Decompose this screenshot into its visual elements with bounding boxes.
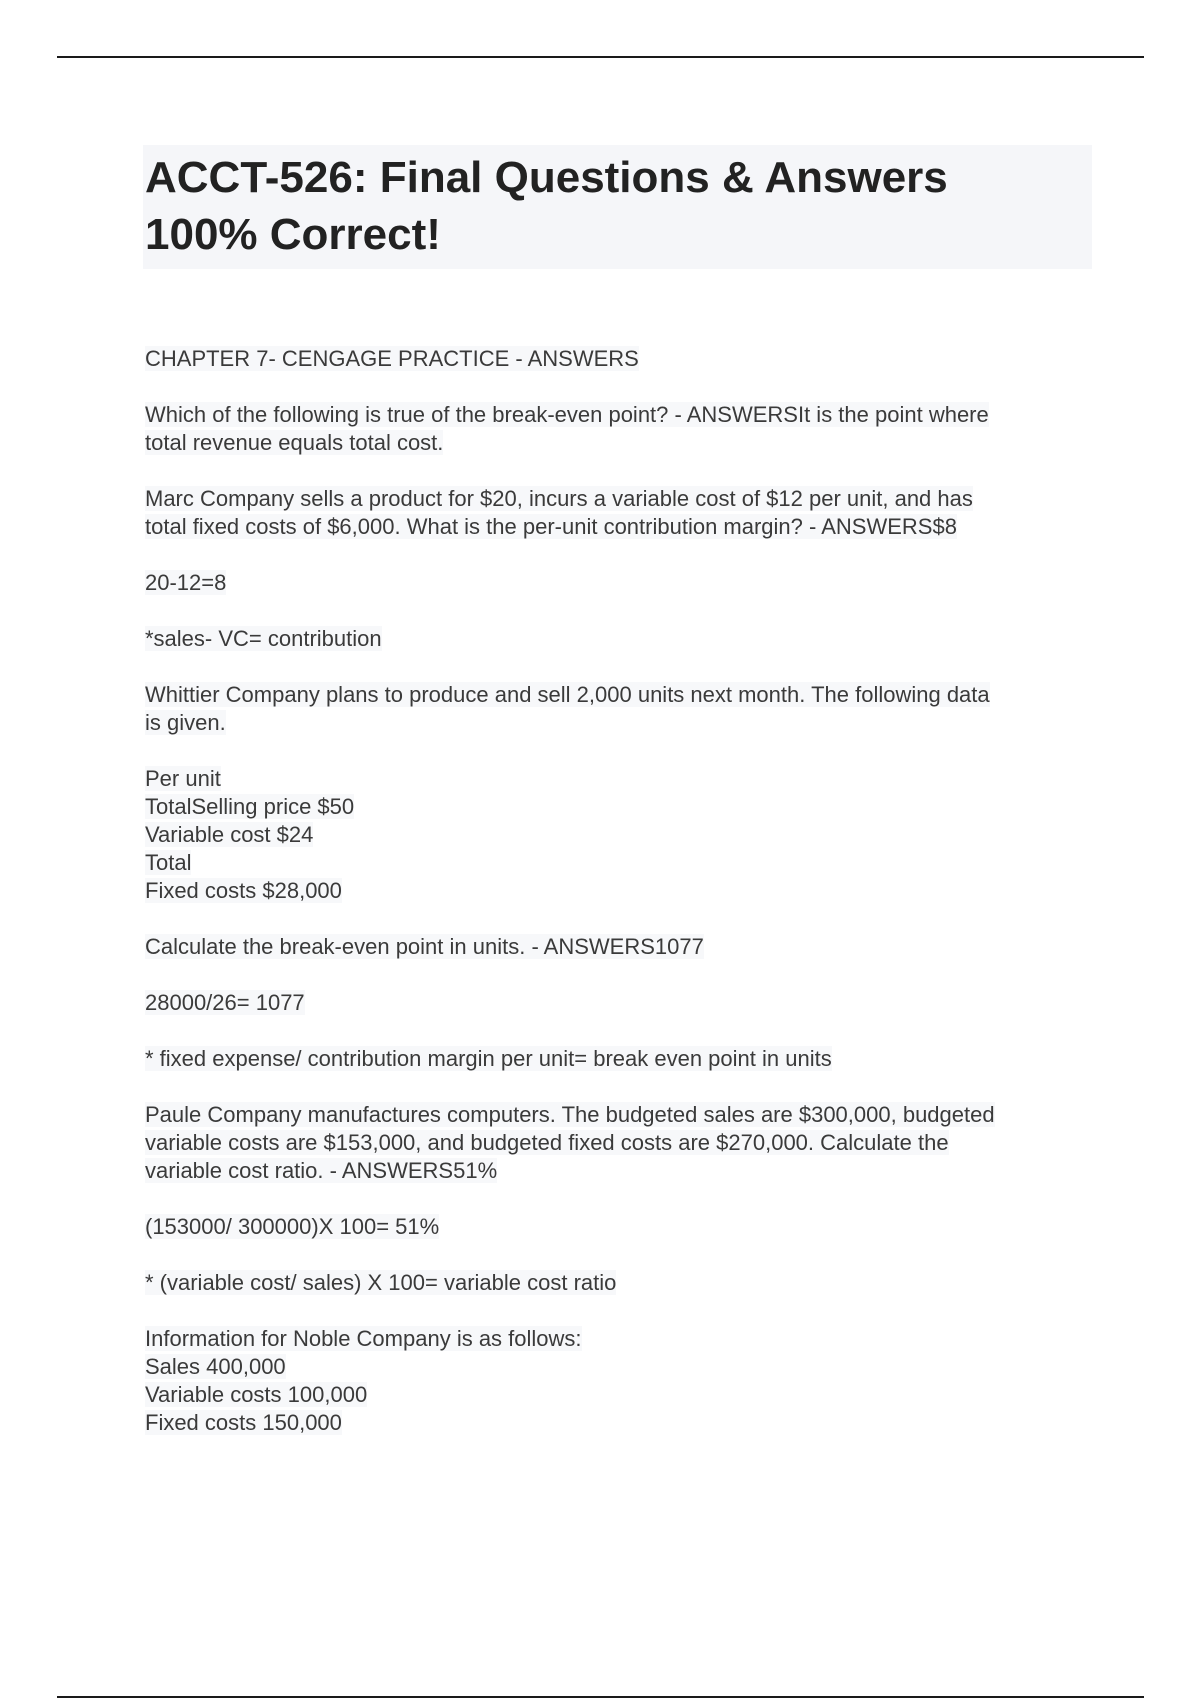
document-content	[145, 145, 1090, 1465]
formula-note: *sales- VC= contribution	[145, 626, 382, 651]
question-contribution-margin: Marc Company sells a product for $20, incurs a variable cost of $12 per unit, and has total fixed costs of $6,000. What is the per-unit contribution margin? - ANSWERS$8	[145, 486, 973, 539]
calculation-line: 28000/26= 1077	[145, 990, 305, 1015]
question-whittier: Whittier Company plans to produce and sell 2,000 units next month. The following data is given.	[145, 682, 990, 735]
document-title: ACCT-526: Final Questions & Answers 100% Correct!	[145, 153, 948, 259]
calculation-line: (153000/ 300000)X 100= 51%	[145, 1214, 440, 1239]
bottom-rule	[57, 1696, 1144, 1698]
question-paule: Paule Company manufactures computers. The budgeted sales are $300,000, budgeted variable costs are $153,000, and budgeted fixed costs are $270,000. Calculate the variable cost ratio. - ANSWERS51%	[145, 1102, 995, 1183]
formula-note: * (variable cost/ sales) X 100= variable cost ratio	[145, 1270, 617, 1295]
formula-note: * fixed expense/ contribution margin per unit= break even point in units	[145, 1046, 832, 1071]
title-block	[143, 145, 1092, 269]
top-rule	[57, 56, 1144, 58]
chapter-heading: CHAPTER 7- CENGAGE PRACTICE - ANSWERS	[145, 346, 639, 371]
question-break-even: Which of the following is true of the break-even point? - ANSWERSIt is the point where total revenue equals total cost.	[145, 402, 989, 455]
question-break-even-units: Calculate the break-even point in units. - ANSWERS1077	[145, 934, 704, 959]
document-body	[145, 345, 1090, 1437]
calculation-line: 20-12=8	[145, 570, 227, 595]
data-list: Information for Noble Company is as follows: Sales 400,000 Variable costs 100,000 Fixed costs 150,000	[145, 1326, 582, 1435]
data-list: Per unit TotalSelling price $50 Variable cost $24 Total Fixed costs $28,000	[145, 766, 355, 903]
